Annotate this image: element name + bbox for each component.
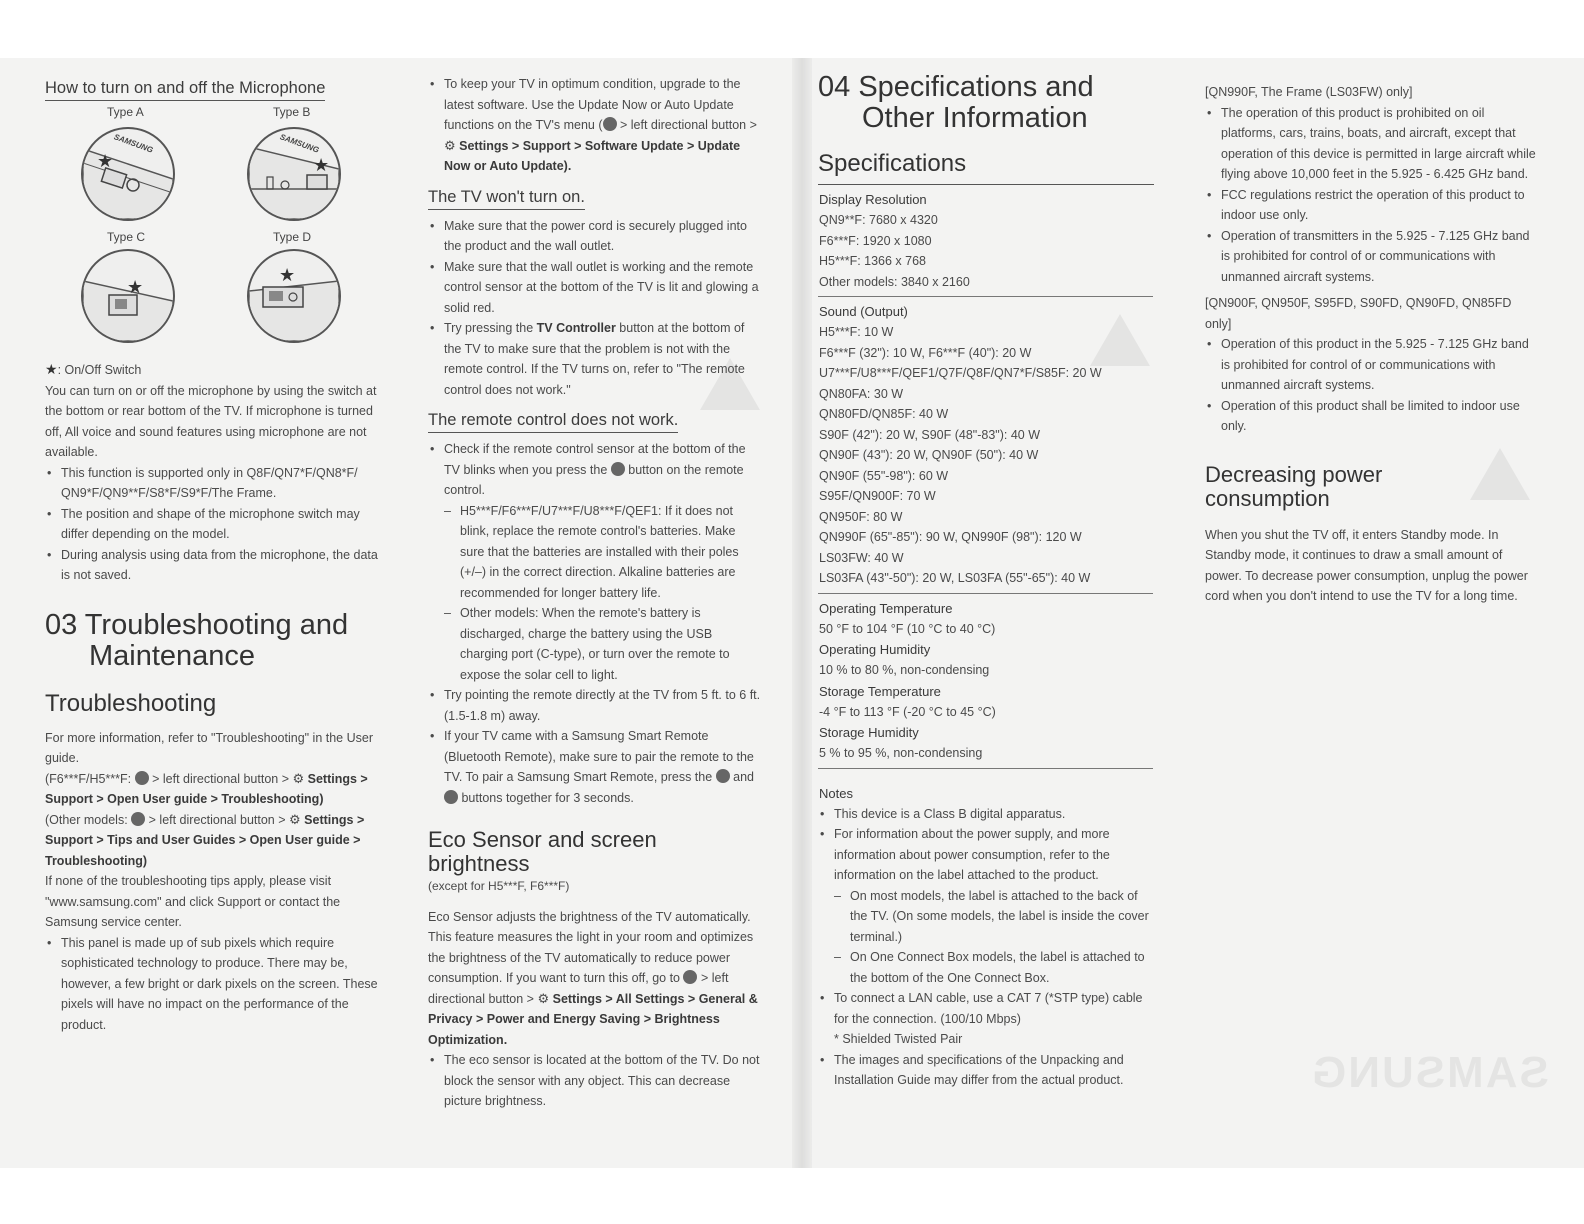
list-item: – H5***F/F6***F/U7***F/U8***F/QEF1: If it does not blink, replace the remote control's batteries. Make sure that the batteries are installed with their poles (+/–) in the correct direction. Alkaline batteries are recommended for longer battery life.: [444, 501, 763, 604]
mic-type-c-illustration: [83, 251, 173, 341]
eco-heading: Eco Sensor and screen brightness: [428, 827, 657, 876]
spec-heading: Operating Humidity: [819, 642, 931, 657]
svg-text:★: ★: [279, 265, 296, 285]
list-item: • The position and shape of the microphone switch may differ depending on the model.: [45, 504, 380, 545]
list-item: • This function is supported only in Q8F/QN7*F/QN8*F/ QN9*F/QN9**F/S8*F/S9*F/The Frame.: [45, 463, 380, 504]
spec-value: QN950F: 80 W: [819, 509, 903, 524]
list-item: • The eco sensor is located at the bottom of the TV. Do not block the sensor with any object. This can decrease picture brightness.: [428, 1050, 763, 1112]
remote-bullets: [428, 439, 763, 808]
mic-intro: You can turn on or off the microphone by using the switch at the bottom or rear bottom of the TV. If microphone is turned off, All voice and sound features using microphone are not available.: [45, 383, 377, 459]
gear-icon: ⚙: [292, 770, 305, 786]
spec-value: QN90F (43"): 20 W, QN90F (50"): 40 W: [819, 448, 1039, 462]
spec-value: 5 % to 95 %, non-condensing: [819, 746, 983, 760]
notes-heading: Notes: [819, 785, 853, 801]
mic-type-b-diagram: [247, 127, 341, 221]
list-item: • FCC regulations restrict the operation of this product to indoor use only.: [1205, 185, 1540, 226]
ts-path-f6: (F6***F/H5***F: > left directional button > ⚙ Settings > Support > Open User guide > Troubleshooting): [45, 770, 368, 806]
list-item: • For information about the power supply, and more information about power consumption, refer to the information on the label attached to the product. – On most models, the label is attached to the back of the TV. (On some models, the label is inside the cover terminal.) – On One Connect Box models, the label is attached to the bottom of the One Connect Box.: [818, 824, 1153, 988]
spec-value: LS03FW: 40 W: [819, 550, 904, 565]
spec-value: QN80FA: 30 W: [819, 386, 904, 401]
mic-type-a-diagram: [81, 127, 175, 221]
list-item: • Try pointing the remote directly at the TV from 5 ft. to 6 ft. (1.5-1.8 m) away.: [428, 685, 763, 726]
list-item: • To keep your TV in optimum condition, upgrade to the latest software. Use the Update Now or Auto Update functions on the TV's menu ( > left directional button > ⚙ Settings > Support > Software Update > Update Now or Auto Update).: [428, 74, 763, 177]
spec-value: -4 °F to 113 °F (-20 °C to 45 °C): [819, 704, 996, 719]
update-bullet: [428, 74, 763, 177]
sound-output-block: [818, 297, 1153, 594]
spec-heading: Display Resolution: [819, 192, 927, 207]
list-item: • If your TV came with a Samsung Smart Remote (Bluetooth Remote), make sure to pair the remote to the TV. To pair a Samsung Smart Remote, press the and buttons together for 3 seconds.: [428, 726, 763, 808]
spec-value: F6***F (32"): 10 W, F6***F (40"): 20 W: [819, 345, 1032, 360]
specifications-title: 04 Specifications and Other Information: [818, 71, 1094, 134]
remote-heading: The remote control does not work.: [428, 408, 678, 433]
gear-icon: ⚙: [537, 990, 550, 1006]
svg-text:★: ★: [97, 151, 114, 171]
specifications-subtitle: Specifications: [818, 150, 967, 177]
logo-text: SAMSUNG: [278, 132, 321, 155]
notes-list: [818, 804, 1153, 1091]
spec-value: Other models: 3840 x 2160: [819, 274, 970, 289]
gear-icon: ⚙: [444, 137, 456, 153]
list-item: • Make sure that the power cord is securely plugged into the product and the wall outlet.: [428, 216, 763, 257]
list-item: – Other models: When the remote's battery is discharged, charge the battery using the USB charging port (C-type), or turn over the remote to expose the solar cell to light.: [444, 603, 763, 685]
svg-text:★: ★: [127, 277, 144, 297]
type-b-label: Type B: [273, 105, 311, 119]
column-1: [45, 76, 380, 1035]
eco-except: (except for H5***F, F6***F): [428, 879, 570, 893]
play-button-icon: [444, 790, 458, 804]
spec-heading: Storage Temperature: [819, 683, 941, 699]
qn-bullets: [1205, 334, 1540, 437]
mic-type-d-illustration: [249, 251, 339, 341]
column-2: [428, 74, 763, 1112]
tv-wont-turn-on-heading: The TV won't turn on.: [428, 185, 585, 210]
list-item: – On One Connect Box models, the label is attached to the bottom of the One Connect Box.: [834, 947, 1153, 988]
frame-heading: [QN990F, The Frame (LS03FW) only]: [1205, 85, 1413, 99]
spec-value: 50 °F to 104 °F (10 °C to 40 °C): [819, 621, 996, 636]
logo-text: SAMSUNG: [112, 132, 155, 155]
power-paragraph: When you shut the TV off, it enters Standby mode. In Standby mode, it continues to draw a small amount of power. To decrease power consumption, unplug the power cord when you don't intend to use the TV for a long time.: [1205, 527, 1528, 603]
spec-heading: Storage Humidity: [819, 725, 919, 740]
gear-icon: ⚙: [289, 811, 301, 827]
type-a-label: Type A: [107, 105, 144, 119]
mic-diagrams: [45, 103, 375, 353]
home-button-icon: [683, 970, 697, 984]
eco-paragraph: Eco Sensor adjusts the brightness of the TV automatically. This feature measures the light in your room and optimizes the brightness of the TV automatically to reduce power consumption. If you want to turn this off, go to > left directional button > ⚙ Settings > All Settings > General & Privacy > Power and Energy Saving > Brightness Optimization.: [428, 909, 758, 1047]
spec-value: U7***F/U8***F/QEF1/Q7F/Q8F/QN7*F/S85F: 20 W: [819, 366, 1102, 380]
mic-heading: How to turn on and off the Microphone: [45, 76, 325, 101]
list-item: • Make sure that the wall outlet is working and the remote control sensor at the bottom of the TV is lit and glowing a solid red.: [428, 257, 763, 319]
ts-contact: If none of the troubleshooting tips apply, please visit "www.samsung.com" and click Support or contact the Samsung service center.: [45, 874, 341, 929]
show-through-logo: SAMSUNG: [1310, 1048, 1549, 1097]
notes-sub-list: [834, 886, 1153, 989]
list-item: • This device is a Class B digital apparatus.: [818, 804, 1153, 825]
svg-text:★: ★: [313, 155, 330, 175]
list-item: • During analysis using data from the microphone, the data is not saved.: [45, 545, 380, 586]
spec-value: F6***F: 1920 x 1080: [819, 233, 932, 248]
qn-heading: [QN900F, QN950F, S95FD, S90FD, QN90FD, QN85FD only]: [1205, 296, 1512, 331]
column-3: [818, 72, 1153, 1091]
ts-bullets: [45, 933, 380, 1036]
list-item: • Operation of this product shall be limited to indoor use only.: [1205, 396, 1540, 437]
spec-value: QN80FD/QN85F: 40 W: [819, 407, 949, 421]
star-legend: ★: On/Off Switch: [45, 361, 142, 377]
list-item: • Try pressing the TV Controller button at the bottom of the TV to make sure that the problem is not with the remote control. If the TV turns on, refer to "The remote control does not work.": [428, 318, 763, 400]
type-d-label: Type D: [273, 230, 312, 244]
page-fold: [792, 58, 812, 1168]
spec-value: 10 % to 80 %, non-condensing: [819, 663, 990, 677]
spec-value: LS03FA (43"-50"): 20 W, LS03FA (55"-65"): 40 W: [819, 571, 1091, 585]
home-button-icon: [131, 812, 145, 826]
column-4: [1205, 82, 1540, 607]
spec-value: S95F/QN900F: 70 W: [819, 489, 936, 503]
list-item: • Operation of this product in the 5.925 - 7.125 GHz band is prohibited for control of or communications with unmanned aircraft systems.: [1205, 334, 1540, 396]
spec-heading: Operating Temperature: [819, 600, 953, 616]
spec-heading: Sound (Output): [819, 304, 908, 319]
spec-value: QN90F (55"-98"): 60 W: [819, 468, 949, 483]
troubleshooting-title: 03 Troubleshooting and Maintenance: [45, 608, 349, 672]
ts-intro: For more information, refer to "Troubleshooting" in the User guide.: [45, 730, 373, 765]
spec-value: H5***F: 1366 x 768: [819, 254, 927, 268]
list-item: • The operation of this product is prohibited on oil platforms, cars, trains, boats, and aircraft, except that operation of this device is permitted in large aircraft while flying above 10,000 feet in the 5.925 - 6.425 GHz band.: [1205, 103, 1540, 185]
list-item: • To connect a LAN cable, use a CAT 7 (*STP type) cable for the connection. (100/10 Mbps) * Shielded Twisted Pair: [818, 988, 1153, 1050]
environment-block: [818, 594, 1153, 769]
star-icon: ★: [45, 361, 58, 377]
spec-value: QN990F (65"-85"): 90 W, QN990F (98"): 120 W: [819, 530, 1082, 544]
list-item: • This panel is made up of sub pixels which require sophisticated technology to produce. There may be, however, a few bright or dark pixels on the screen. These pixels will have no impact on the performance of the product.: [45, 933, 380, 1036]
type-c-label: Type C: [107, 230, 146, 244]
spec-value: S90F (42"): 20 W, S90F (48"-83"): 40 W: [819, 427, 1041, 442]
home-button-icon: [603, 117, 617, 131]
eco-bullets: [428, 1050, 763, 1112]
frame-bullets: [1205, 103, 1540, 288]
spec-value: QN9**F: 7680 x 4320: [819, 213, 938, 227]
ts-path-other: (Other models: > left directional button > ⚙ Settings > Support > Tips and User Guides > Open User guide > Troubleshooting): [45, 811, 365, 868]
list-item: • The images and specifications of the Unpacking and Installation Guide may differ from the actual product.: [818, 1050, 1153, 1091]
display-resolution-block: [818, 185, 1153, 297]
document-sheet: [0, 58, 1584, 1168]
back-button-icon: [716, 769, 730, 783]
power-button-icon: [611, 462, 625, 476]
tv-bullets: [428, 216, 763, 401]
home-button-icon: [135, 771, 149, 785]
mic-type-d-diagram: [247, 249, 341, 343]
remote-sub-list: [444, 501, 763, 686]
troubleshooting-subtitle: Troubleshooting: [45, 689, 217, 717]
mic-bullets: [45, 463, 380, 586]
spec-value: H5***F: 10 W: [819, 325, 894, 339]
power-heading: Decreasing power consumption: [1205, 461, 1383, 511]
list-item: – On most models, the label is attached to the back of the TV. (On some models, the label is inside the cover terminal.): [834, 886, 1153, 948]
mic-type-c-diagram: [81, 249, 175, 343]
list-item: • Operation of transmitters in the 5.925 - 7.125 GHz band is prohibited for control of or communications with unmanned aircraft systems.: [1205, 226, 1540, 288]
list-item: • Check if the remote control sensor at the bottom of the TV blinks when you press the button on the remote control. – H5***F/F6***F/U7***F/U8***F/QEF1: If it does not blink, replace the remote control's batteries. Make sure that the batteries are installed with their poles (+/–) in the correct direction. Alkaline batteries are recommended for longer battery life. – Other models: When the remote's battery is discharged, charge the battery using the USB charging port (C-type), or turn over the remote to expose the solar cell to light.: [428, 439, 763, 685]
